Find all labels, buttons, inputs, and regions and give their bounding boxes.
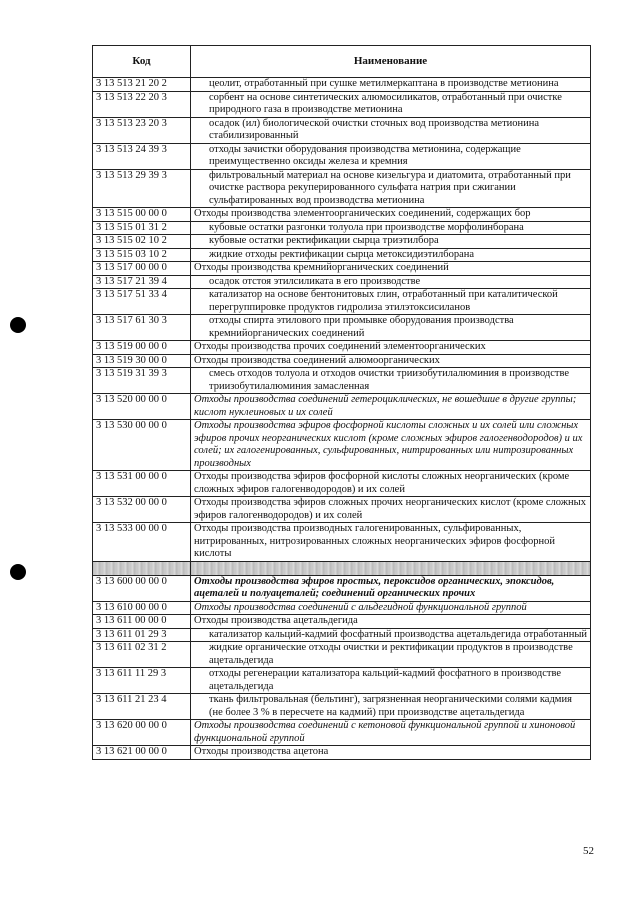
waste-name: катализатор на основе бентонитовых глин, отработанный при каталитической перегруппировке продуктов гидролиза этилэтоксисиланов xyxy=(191,289,591,315)
table-row xyxy=(93,575,591,601)
waste-code: 3 13 513 21 20 2 xyxy=(93,78,191,92)
waste-code: 3 13 611 01 29 3 xyxy=(93,628,191,642)
waste-code: 3 13 531 00 00 0 xyxy=(93,471,191,497)
table-row xyxy=(93,315,591,341)
table-row xyxy=(93,78,591,92)
waste-code: 3 13 611 02 31 2 xyxy=(93,642,191,668)
waste-name: отходы регенерации катализатора кальций-кадмий фосфатного в производстве ацетальдегида xyxy=(191,668,591,694)
waste-name: Отходы производства соединений гетероциклических, не вошедшие в другие группы; кислот нуклеиновых и их солей xyxy=(191,394,591,420)
table-row xyxy=(93,117,591,143)
waste-code: 3 13 517 61 30 3 xyxy=(93,315,191,341)
table-row xyxy=(93,169,591,208)
table-row xyxy=(93,497,591,523)
waste-name: Отходы производства эфиров фосфорной кислоты сложных и их солей или сложных эфиров прочих неорганических кислот (кроме сложных эфиров галогенводородов) и их солей; их галогенированных, сульфированных, нитрированных или нитрозированных производных xyxy=(191,420,591,471)
page-number: 52 xyxy=(583,845,594,857)
waste-code: 3 13 610 00 00 0 xyxy=(93,601,191,615)
waste-code-table xyxy=(92,45,591,760)
waste-name: отходы спирта этилового при промывке оборудования производства кремнийорганических соединений xyxy=(191,315,591,341)
waste-code: 3 13 513 29 39 3 xyxy=(93,169,191,208)
waste-code: 3 13 600 00 00 0 xyxy=(93,575,191,601)
section-divider-row xyxy=(93,561,591,575)
waste-code: 3 13 515 01 31 2 xyxy=(93,221,191,235)
waste-name: катализатор кальций-кадмий фосфатный производства ацетальдегида отработанный xyxy=(191,628,591,642)
table-row xyxy=(93,601,591,615)
waste-code: 3 13 621 00 00 0 xyxy=(93,746,191,760)
table-row xyxy=(93,275,591,289)
waste-code: 3 13 533 00 00 0 xyxy=(93,523,191,562)
waste-code: 3 13 519 00 00 0 xyxy=(93,341,191,355)
waste-name: Отходы производства соединений с кетоновой функциональной группой и хиноновой функциональной группой xyxy=(191,720,591,746)
waste-name: Отходы производства прочих соединений элементоорганических xyxy=(191,341,591,355)
name-column-header: Наименование xyxy=(191,46,591,78)
table-row xyxy=(93,642,591,668)
waste-name: осадок отстоя этилсиликата в его производстве xyxy=(191,275,591,289)
waste-name xyxy=(191,561,591,575)
waste-name: Отходы производства ацетона xyxy=(191,746,591,760)
table-row xyxy=(93,720,591,746)
table-row xyxy=(93,248,591,262)
table-row xyxy=(93,628,591,642)
table-row xyxy=(93,354,591,368)
waste-code: 3 13 515 03 10 2 xyxy=(93,248,191,262)
table-row xyxy=(93,420,591,471)
waste-code: 3 13 515 02 10 2 xyxy=(93,235,191,249)
table-row xyxy=(93,471,591,497)
table-row xyxy=(93,289,591,315)
table-body xyxy=(93,78,591,760)
waste-name: осадок (ил) биологической очистки сточных вод производства метионина стабилизированный xyxy=(191,117,591,143)
table-row xyxy=(93,208,591,222)
waste-name: цеолит, отработанный при сушке метилмеркаптана в производстве метионина xyxy=(191,78,591,92)
waste-name: Отходы производства элементоорганических соединений, содержащих бор xyxy=(191,208,591,222)
waste-name: отходы зачистки оборудования производства метионина, содержащие преимущественно оксиды железа и кремния xyxy=(191,143,591,169)
waste-name: кубовые остатки ректификации сырца триэтилбора xyxy=(191,235,591,249)
waste-name: ткань фильтровальная (бельтинг), загрязненная неорганическими солями кадмия (не более 3 % в пересчете на кадмий) при производстве ацетальдегида xyxy=(191,694,591,720)
waste-name: Отходы производства эфиров сложных прочих неорганических кислот (кроме сложных эфиров галогенводородов) и их солей xyxy=(191,497,591,523)
code-column-header: Код xyxy=(93,46,191,78)
waste-code: 3 13 611 11 29 3 xyxy=(93,668,191,694)
table-row xyxy=(93,523,591,562)
binder-hole xyxy=(10,317,26,333)
table-row xyxy=(93,262,591,276)
waste-name: Отходы производства кремнийорганических соединений xyxy=(191,262,591,276)
waste-code: 3 13 517 21 39 4 xyxy=(93,275,191,289)
waste-name: кубовые остатки разгонки толуола при производстве морфолинборана xyxy=(191,221,591,235)
waste-code: 3 13 519 31 39 3 xyxy=(93,368,191,394)
waste-code: 3 13 517 00 00 0 xyxy=(93,262,191,276)
waste-name: Отходы производства соединений с альдегидной функциональной группой xyxy=(191,601,591,615)
waste-name: фильтровальный материал на основе кизельгура и диатомита, отработанный при очистке раствора рекуперированного сульфата натрия при сжигании сульфатированных вод производства метионина xyxy=(191,169,591,208)
waste-name: смесь отходов толуола и отходов очистки триизобутилалюминия в производстве триизобутилалюминия замасленная xyxy=(191,368,591,394)
table-row xyxy=(93,746,591,760)
table-row xyxy=(93,143,591,169)
waste-name: жидкие отходы ректификации сырца метоксидиэтилборана xyxy=(191,248,591,262)
waste-code xyxy=(93,561,191,575)
waste-code: 3 13 611 00 00 0 xyxy=(93,615,191,629)
table-row xyxy=(93,668,591,694)
waste-code: 3 13 532 00 00 0 xyxy=(93,497,191,523)
waste-code: 3 13 517 51 33 4 xyxy=(93,289,191,315)
waste-code: 3 13 515 00 00 0 xyxy=(93,208,191,222)
waste-name: жидкие органические отходы очистки и ректификации продуктов в производстве ацетальдегида xyxy=(191,642,591,668)
waste-name: Отходы производства производных галогенированных, сульфированных, нитрированных, нитрозированных сложных неорганических эфиров фосфорной кислоты xyxy=(191,523,591,562)
waste-code: 3 13 620 00 00 0 xyxy=(93,720,191,746)
waste-name: Отходы производства соединений алюмоорганических xyxy=(191,354,591,368)
waste-code: 3 13 520 00 00 0 xyxy=(93,394,191,420)
waste-name: Отходы производства эфиров фосфорной кислоты сложных неорганических (кроме сложных эфиров галогенводородов) и их солей xyxy=(191,471,591,497)
binder-hole xyxy=(10,564,26,580)
table-row xyxy=(93,91,591,117)
waste-name: сорбент на основе синтетических алюмосиликатов, отработанный при очистке природного газа в производстве метионина xyxy=(191,91,591,117)
table-header-row xyxy=(93,46,591,78)
waste-code: 3 13 519 30 00 0 xyxy=(93,354,191,368)
waste-name: Отходы производства ацетальдегида xyxy=(191,615,591,629)
waste-code: 3 13 513 24 39 3 xyxy=(93,143,191,169)
table-row xyxy=(93,235,591,249)
table-row xyxy=(93,394,591,420)
table-row xyxy=(93,368,591,394)
table-row xyxy=(93,341,591,355)
waste-name: Отходы производства эфиров простых, пероксидов органических, эпоксидов, ацеталей и полуацеталей; соединений органических прочих xyxy=(191,575,591,601)
table-row xyxy=(93,221,591,235)
waste-code: 3 13 513 23 20 3 xyxy=(93,117,191,143)
table-row xyxy=(93,615,591,629)
waste-code: 3 13 513 22 20 3 xyxy=(93,91,191,117)
table-row xyxy=(93,694,591,720)
waste-code: 3 13 530 00 00 0 xyxy=(93,420,191,471)
waste-code: 3 13 611 21 23 4 xyxy=(93,694,191,720)
